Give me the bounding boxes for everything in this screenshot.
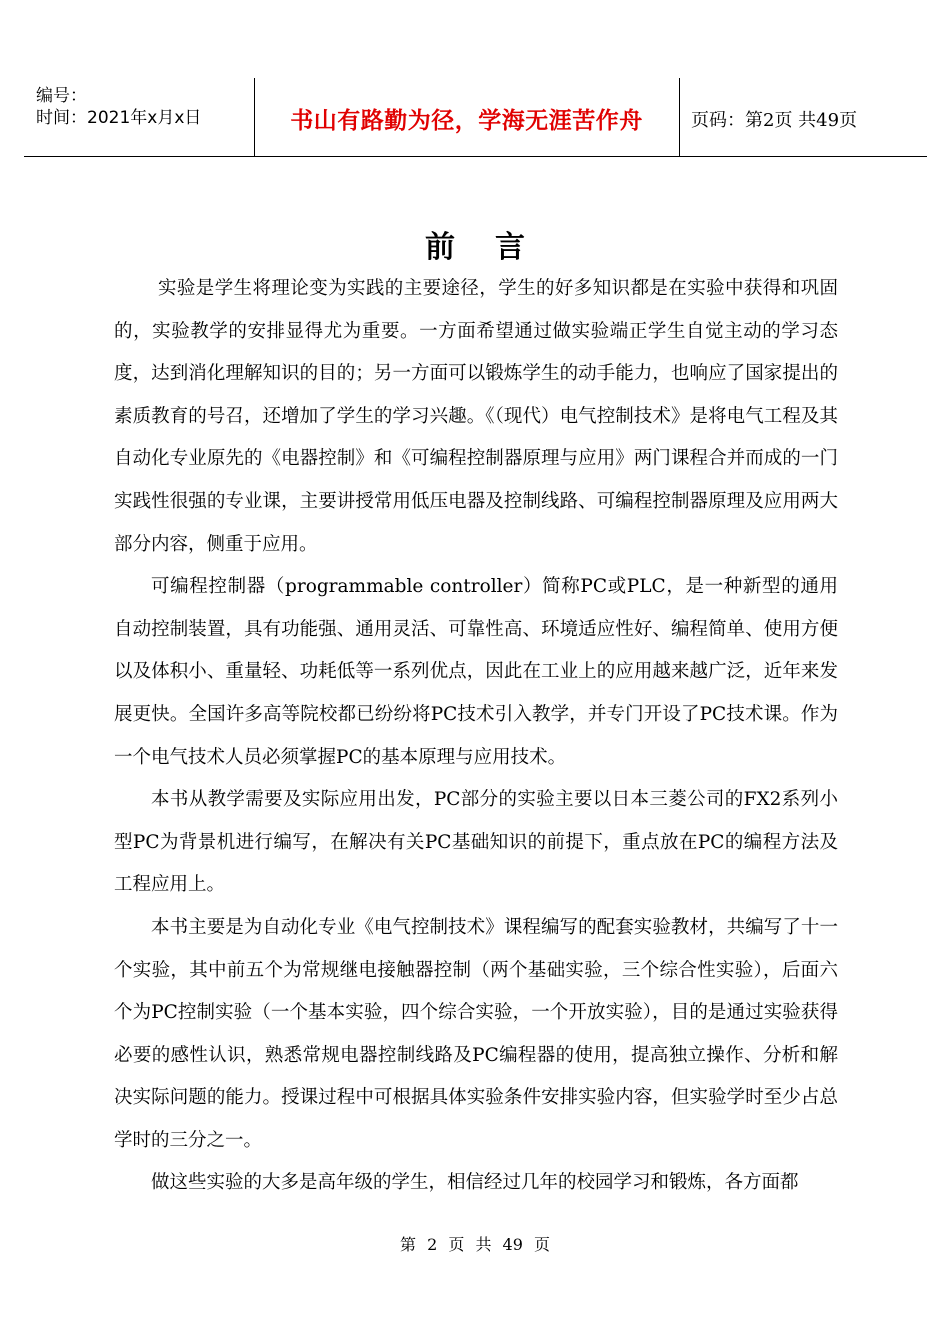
paragraph: 实验是学生将理论变为实践的主要途径，学生的好多知识都是在实验中获得和巩固的，实验教学的安排显得尤为重要。一方面希望通过做实验端正学生自觉主动的学习态度，达到消化理解知识的目的；另一方面可以锻炼学生的动手能力，也响应了国家提出的素质教育的号召，还增加了学生的学习兴趣。《（现代）电气控制技术》是将电气工程及其自动化专业原先的《电器控制》和《可编程控制器原理与应用》两门课程合并而成的一门实践性很强的专业课，主要讲授常用低压电器及控制线路、可编程控制器原理及应用两大部分内容，侧重于应用。	[114, 278, 838, 555]
header-page-info: 页码：第2页 共49页	[691, 110, 858, 131]
document-time-label: 时间：2021年x月x日	[36, 108, 202, 128]
header-info-cell	[24, 78, 255, 156]
page-header	[24, 78, 927, 157]
page-title: 前言	[425, 230, 565, 265]
paragraph: 做这些实验的大多是高年级的学生，相信经过几年的校园学习和锻炼，各方面都	[151, 1172, 799, 1194]
header-motto: 书山有路勤为径，学海无涯苦作舟	[290, 108, 643, 134]
page-footer: 第 2 页 共 49 页	[400, 1235, 550, 1254]
document-body	[114, 268, 838, 1205]
paragraph: 可编程控制器（programmable controller）简称PC或PLC，是一种新型的通用自动控制装置，具有功能强、通用灵活、可靠性高、环境适应性好、编程简单、使用方便以及体积小、重量轻、功耗低等一系列优点，因此在工业上的应用越来越广泛，近年来发展更快。全国许多高等院校都已纷纷将PC技术引入教学，并专门开设了PC技术课。作为一个电气技术人员必须掌握PC的基本原理与应用技术。	[114, 576, 838, 768]
document-number-label: 编号：	[36, 86, 87, 106]
paragraph: 本书主要是为自动化专业《电气控制技术》课程编写的配套实验教材，共编写了十一个实验，其中前五个为常规继电接触器控制（两个基础实验，三个综合性实验），后面六个为PC控制实验（一个基本实验，四个综合实验，一个开放实验），目的是通过实验获得必要的感性认识，熟悉常规电器控制线路及PC编程器的使用，提高独立操作、分析和解决实际问题的能力。授课过程中可根据具体实验条件安排实验内容，但实验学时至少占总学时的三分之一。	[114, 916, 838, 1151]
header-motto-cell	[254, 78, 680, 156]
paragraph: 本书从教学需要及实际应用出发，PC部分的实验主要以日本三菱公司的FX2系列小型PC为背景机进行编写，在解决有关PC基础知识的前提下，重点放在PC的编程方法及工程应用上。	[114, 789, 838, 896]
header-page-cell	[679, 78, 927, 156]
